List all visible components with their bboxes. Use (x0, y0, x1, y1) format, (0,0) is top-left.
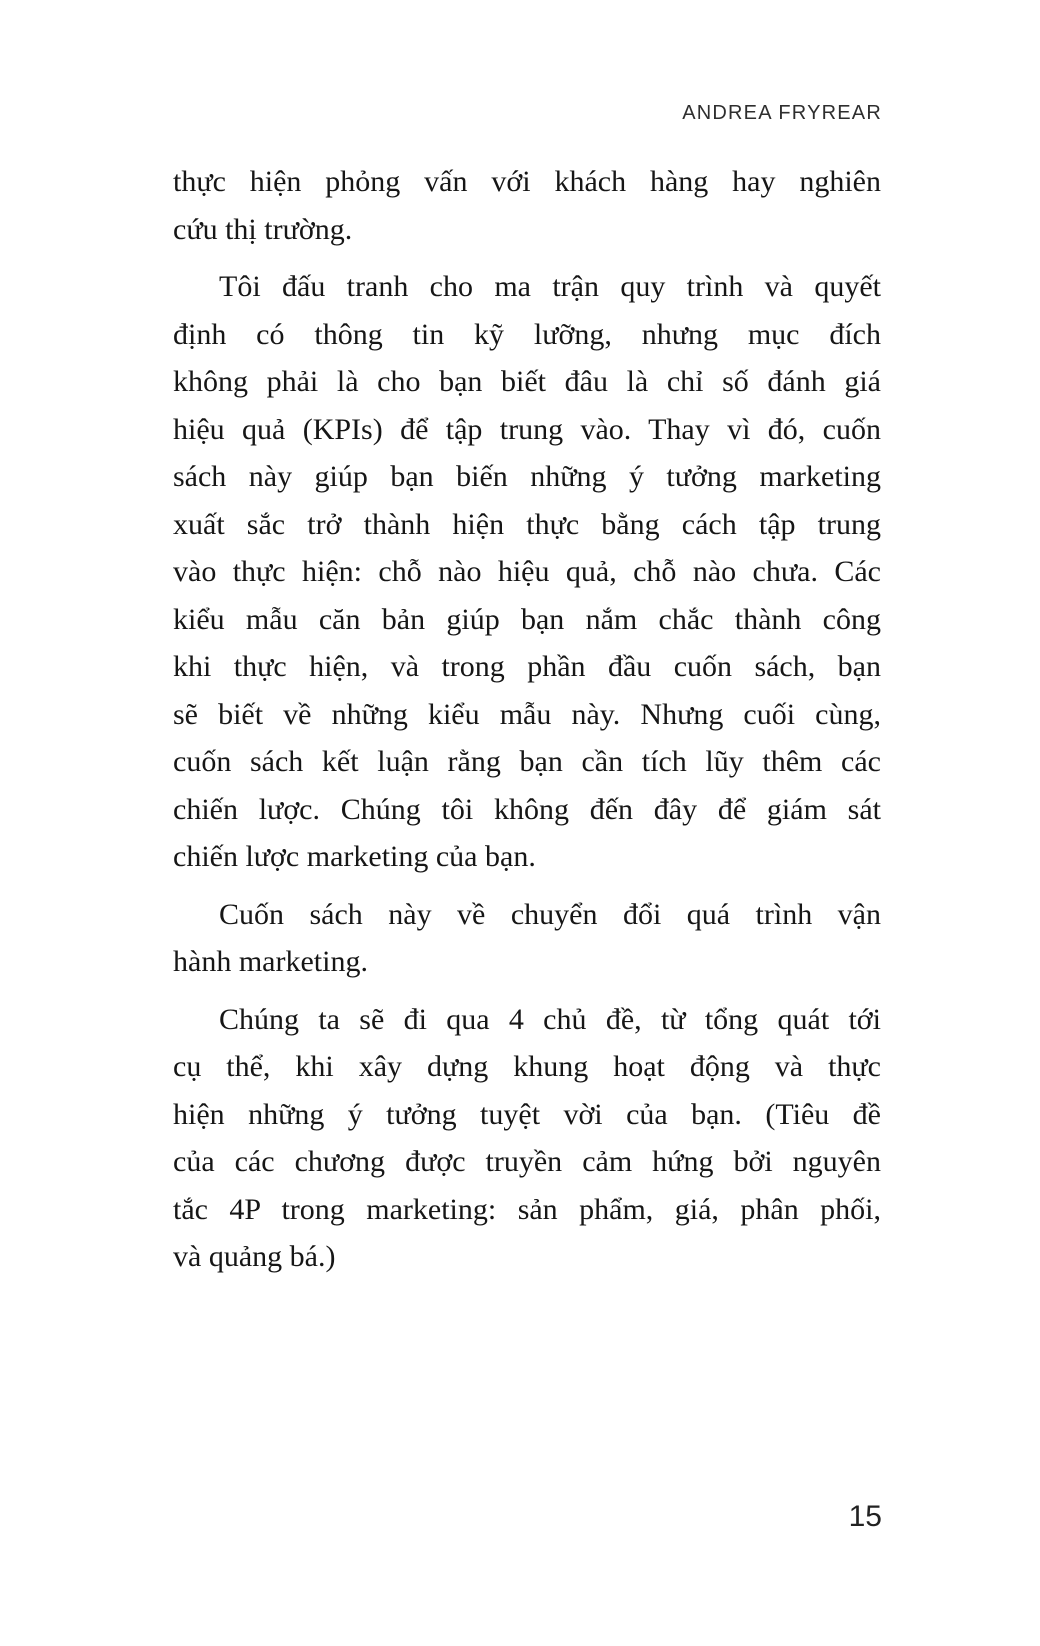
text-line: khi thực hiện, và trong phần đầu cuốn sách, bạn (173, 650, 881, 683)
paragraph (173, 263, 881, 881)
text-line: Tôi đấu tranh cho ma trận quy trình và quyết (219, 270, 881, 303)
page-number: 15 (848, 1500, 882, 1533)
text-line: sách này giúp bạn biến những ý tưởng marketing (173, 460, 881, 493)
text-line: chiến lược marketing của bạn. (173, 840, 536, 873)
text-line: cụ thể, khi xây dựng khung hoạt động và thực (173, 1050, 881, 1083)
text-line: tắc 4P trong marketing: sản phẩm, giá, phân phối, (173, 1192, 881, 1226)
text-line: cuốn sách kết luận rằng bạn cần tích lũy thêm các (173, 745, 881, 778)
text-line: sẽ biết về những kiểu mẫu này. Nhưng cuối cùng, (173, 697, 881, 731)
text-line: vào thực hiện: chỗ nào hiệu quả, chỗ nào chưa. Các (173, 555, 881, 588)
text-line: chiến lược. Chúng tôi không đến đây để giám sát (173, 792, 881, 826)
text-line: hành marketing. (173, 945, 368, 978)
text-line: của các chương được truyền cảm hứng bởi nguyên (173, 1145, 881, 1178)
text-line: kiểu mẫu căn bản giúp bạn nắm chắc thành công (173, 602, 881, 636)
paragraph (173, 158, 881, 253)
running-header-author: ANDREA FRYREAR (682, 102, 882, 124)
text-line: hiện những ý tưởng tuyệt vời của bạn. (Tiêu đề (173, 1097, 881, 1131)
text-line: xuất sắc trở thành hiện thực bằng cách tập trung (173, 507, 881, 541)
text-line: thực hiện phỏng vấn với khách hàng hay nghiên (173, 165, 881, 198)
paragraph (173, 891, 881, 986)
text-line: Chúng ta sẽ đi qua 4 chủ đề, từ tổng quát tới (219, 1002, 881, 1036)
text-line: Cuốn sách này về chuyển đổi quá trình vận (219, 897, 881, 931)
text-line: và quảng bá.) (173, 1240, 336, 1273)
text-line: hiệu quả (KPIs) để tập trung vào. Thay vì đó, cuốn (173, 412, 881, 446)
text-line: cứu thị trường. (173, 212, 353, 246)
paragraph (173, 996, 881, 1281)
text-line: không phải là cho bạn biết đâu là chỉ số đánh giá (173, 365, 881, 398)
text-line: định có thông tin kỹ lưỡng, nhưng mục đích (173, 317, 881, 351)
body-text-block (173, 158, 881, 1281)
